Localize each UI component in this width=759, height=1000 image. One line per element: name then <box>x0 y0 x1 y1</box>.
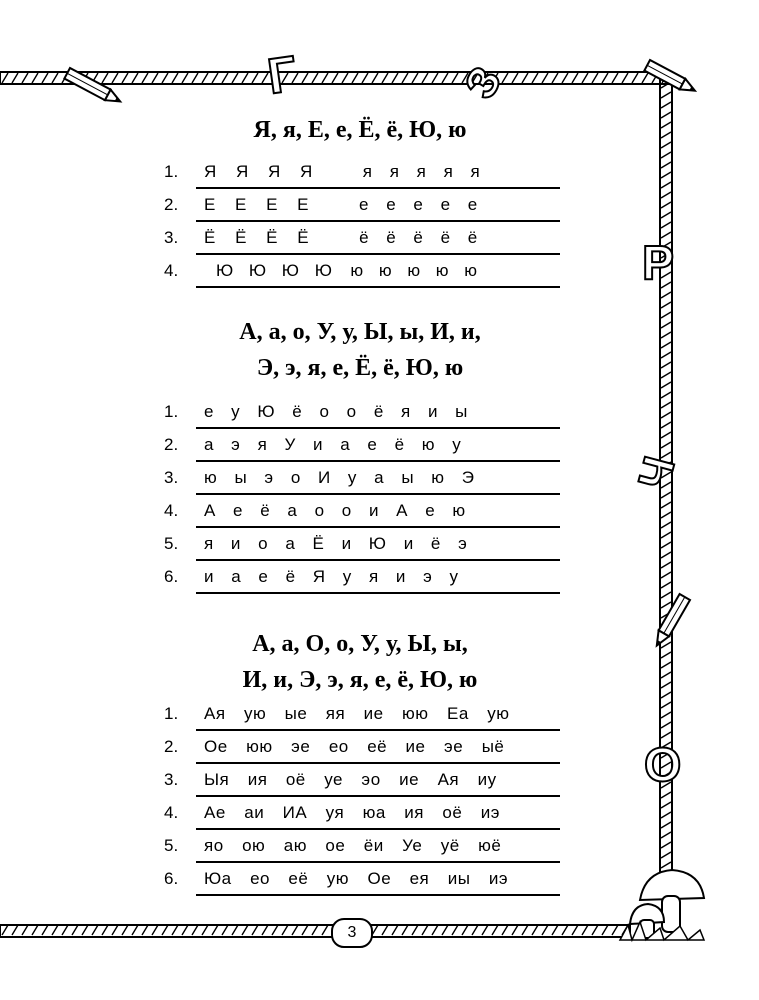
exercise-row <box>160 255 560 288</box>
row-text: е е е е е <box>359 195 478 214</box>
row-number: 3. <box>164 228 179 247</box>
row-number: 3. <box>164 770 179 789</box>
row-text: Е Е Е Е <box>204 195 310 214</box>
section-3-title-line-2: И, и, Э, э, я, е, ё, Ю, ю <box>242 667 478 693</box>
row-number: 4. <box>164 803 179 822</box>
row-text: Ю Ю Ю Ю <box>216 261 333 280</box>
exercise-row <box>160 462 560 495</box>
row-number: 2. <box>164 195 179 214</box>
exercise-row <box>160 561 560 594</box>
exercise-row <box>160 528 560 561</box>
section-3-title-line-1: А, а, О, о, У, у, Ы, ы, <box>252 631 468 657</box>
row-text: ю ю ю ю ю <box>350 261 478 280</box>
top-border <box>0 72 672 84</box>
row-number: 6. <box>164 567 179 586</box>
row-number: 2. <box>164 737 179 756</box>
decor-letter-g: Г <box>264 45 301 105</box>
exercise-row <box>160 222 560 255</box>
page-number: 3 <box>331 918 373 948</box>
row-text: Ое юю эе ео её ие эе ыё <box>204 737 505 756</box>
row-text: ё ё ё ё ё <box>359 228 478 247</box>
row-text: Ё Ё Ё Ё <box>204 228 310 247</box>
row-number: 5. <box>164 836 179 855</box>
section-2 <box>160 316 560 594</box>
exercise-row <box>160 830 560 863</box>
row-number: 4. <box>164 501 179 520</box>
row-text: и а е ё Я у я и э у <box>204 567 459 586</box>
mushroom-icon <box>620 870 704 940</box>
decor-letter-ch: Ч <box>629 451 685 495</box>
row-number: 2. <box>164 435 179 454</box>
row-text: Ая ую ые яя ие юю Еа ую <box>204 704 510 723</box>
row-text: я и о а Ё и Ю и ё э <box>204 534 468 553</box>
exercise-row <box>160 189 560 222</box>
section-1-title: Я, я, Е, е, Ё, ё, Ю, ю <box>253 117 467 143</box>
section-2-title-line-2: Э, э, я, е, Ё, ё, Ю, ю <box>256 355 464 381</box>
row-number: 5. <box>164 534 179 553</box>
decor-letter-o: О <box>644 739 682 792</box>
row-number: 6. <box>164 869 179 888</box>
exercise-row <box>160 698 560 731</box>
row-text: Я Я Я Я <box>204 162 313 181</box>
decor-letter-r: Р <box>642 237 675 290</box>
row-text: ю ы э о И у а ы ю Э <box>204 468 475 487</box>
decor-letter-z: З <box>455 58 512 107</box>
row-text: Ыя ия оё уе эо ие Ая иу <box>204 770 497 789</box>
row-number: 3. <box>164 468 179 487</box>
section-3 <box>160 628 560 896</box>
exercise-row <box>160 863 560 896</box>
row-text: а э я У и а е ё ю у <box>204 435 462 454</box>
row-number: 1. <box>164 162 179 181</box>
exercise-row <box>160 156 560 189</box>
exercise-row <box>160 731 560 764</box>
row-number: 1. <box>164 704 179 723</box>
bottom-border <box>0 925 630 937</box>
exercise-row <box>160 429 560 462</box>
exercise-row <box>160 797 560 830</box>
row-text: Ае аи ИА уя юа ия оё иэ <box>204 803 500 822</box>
row-text: е у Ю ё о о ё я и ы <box>204 402 468 421</box>
row-number: 1. <box>164 402 179 421</box>
exercise-row <box>160 396 560 429</box>
exercise-row <box>160 764 560 797</box>
row-text: Юа ео её ую Ое ея иы иэ <box>204 869 509 888</box>
row-number: 4. <box>164 261 179 280</box>
section-1 <box>160 114 560 288</box>
row-text: А е ё а о о и А е ю <box>204 501 466 520</box>
section-2-title-line-1: А, а, о, У, у, Ы, ы, И, и, <box>239 319 481 345</box>
exercise-row <box>160 495 560 528</box>
row-text: я я я я я <box>362 162 481 181</box>
row-text: яо ою аю ое ёи Уе уё юё <box>204 836 502 855</box>
